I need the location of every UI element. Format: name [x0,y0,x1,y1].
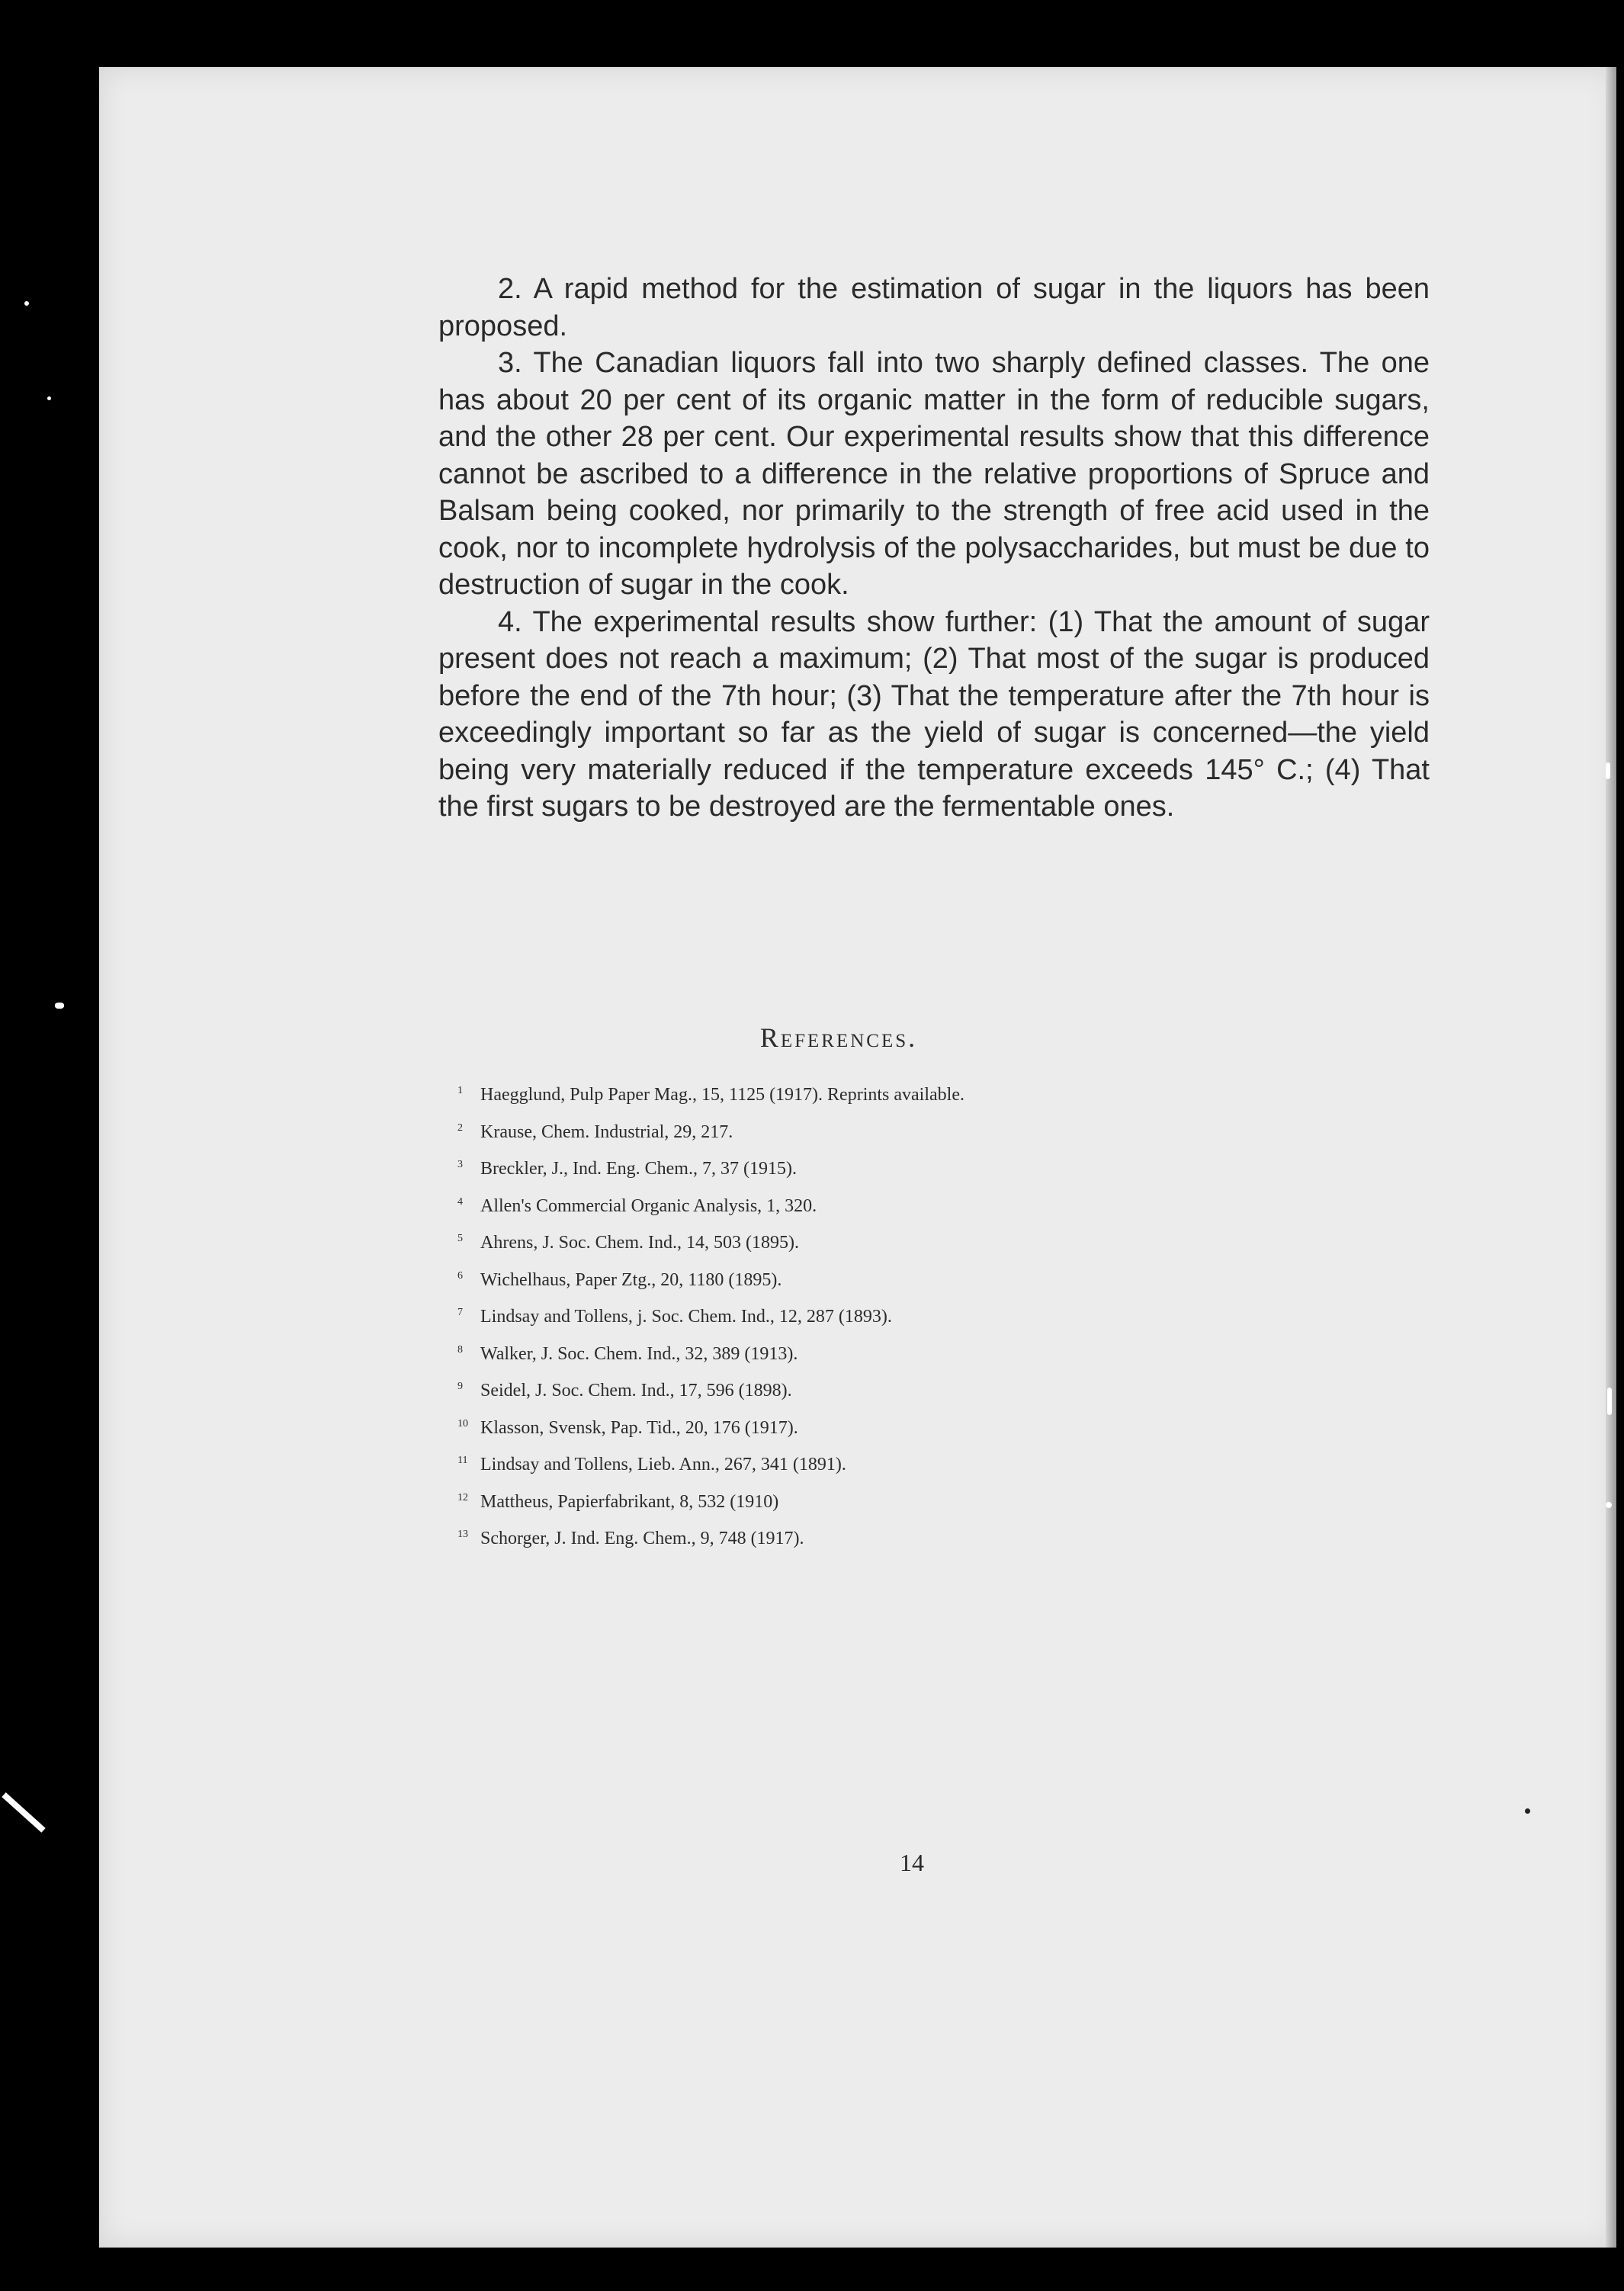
references-section [457,1022,1296,1558]
reference-text: Walker, J. Soc. Chem. Ind., 32, 389 (1913). [480,1343,798,1364]
references-list [457,1077,1296,1558]
scan-speck [47,396,51,400]
reference-item: 7 Lindsay and Tollens, j. Soc. Chem. Ind., 12, 287 (1893). [457,1307,892,1327]
reference-text: Seidel, J. Soc. Chem. Ind., 17, 596 (1898). [480,1381,792,1401]
scan-speck [1606,1502,1612,1508]
scan-speck [2,1792,45,1833]
reference-text: Klasson, Svensk, Pap. Tid., 20, 176 (1917). [480,1417,798,1438]
reference-text: Schorger, J. Ind. Eng. Chem., 9, 748 (1917). [480,1529,804,1548]
reference-text: Lindsay and Tollens, Lieb. Ann., 267, 341 (1891). [480,1455,846,1474]
paragraph-2: 2. A rapid method for the estimation of sugar in the liquors has been proposed. [438,273,1430,342]
page-edge [1606,67,1616,2248]
scan-speck [1525,1808,1530,1814]
reference-item: 8 Walker, J. Soc. Chem. Ind., 32, 389 (1913). [457,1343,798,1364]
reference-item: 9 Seidel, J. Soc. Chem. Ind., 17, 596 (1898). [457,1381,792,1401]
scan-speck [1606,762,1610,779]
reference-text: Wichelhaus, Paper Ztg., 20, 1180 (1895). [480,1269,782,1290]
reference-text: Krause, Chem. Industrial, 29, 217. [480,1121,733,1142]
scan-speck [55,1003,64,1009]
reference-item: 13 Schorger, J. Ind. Eng. Chem., 9, 748 (1917). [457,1529,804,1548]
body-text [438,271,1430,826]
reference-text: Breckler, J., Ind. Eng. Chem., 7, 37 (1915). [480,1159,797,1179]
scan-speck [1607,1388,1612,1415]
reference-text: Allen's Commercial Organic Analysis, 1, 320. [480,1195,817,1216]
paragraph-4: 4. The experimental results show further: (1) That the amount of sugar present does not reach a maximum; (2) That most of the sugar is produced before the end of the 7th hour; (3) That the temperature after the 7th hour is exceedingly important so far as the yield of sugar is concerned—the yield being very materially reduced if the temperature exceeds 145° C.; (4) That the first sugars to be destroyed are the fermentable ones. [438,605,1430,823]
paragraph-3: 3. The Canadian liquors fall into two sharply defined classes. The one has about 20 per cent of its organic matter in the form of reducible sugars, and the other 28 per cent. Our experimental results show that this difference cannot be ascribed to a difference in the relative proportions of Spruce and Balsam being cooked, nor primarily to the strength of free acid used in the cook, nor to incomplete hydrolysis of the polysaccharides, but must be due to destruction of sugar in the cook. [438,347,1430,601]
scan-speck [24,301,29,306]
reference-text: Ahrens, J. Soc. Chem. Ind., 14, 503 (1895). [480,1233,799,1253]
reference-item: 6 Wichelhaus, Paper Ztg., 20, 1180 (1895). [457,1269,782,1290]
page-number: 14 [900,1849,924,1876]
reference-item: 2 Krause, Chem. Industrial, 29, 217. [457,1121,733,1142]
references-heading: References. [759,1022,918,1053]
reference-item: 10 Klasson, Svensk, Pap. Tid., 20, 176 (1917). [457,1417,798,1438]
reference-item: 12 Mattheus, Papierfabrikant, 8, 532 (1910) [457,1491,779,1512]
reference-item: 3 Breckler, J., Ind. Eng. Chem., 7, 37 (1915). [457,1159,797,1179]
reference-item: 5 Ahrens, J. Soc. Chem. Ind., 14, 503 (1895). [457,1233,799,1253]
reference-text: Haegglund, Pulp Paper Mag., 15, 1125 (1917). Reprints available. [480,1085,964,1105]
reference-item: 4 Allen's Commercial Organic Analysis, 1, 320. [457,1195,817,1216]
reference-text: Lindsay and Tollens, j. Soc. Chem. Ind., 12, 287 (1893). [480,1307,892,1327]
reference-text: Mattheus, Papierfabrikant, 8, 532 (1910) [480,1491,779,1512]
reference-item: 11 Lindsay and Tollens, Lieb. Ann., 267, 341 (1891). [457,1455,846,1474]
reference-item: 1 Haegglund, Pulp Paper Mag., 15, 1125 (1917). Reprints available. [457,1085,964,1105]
